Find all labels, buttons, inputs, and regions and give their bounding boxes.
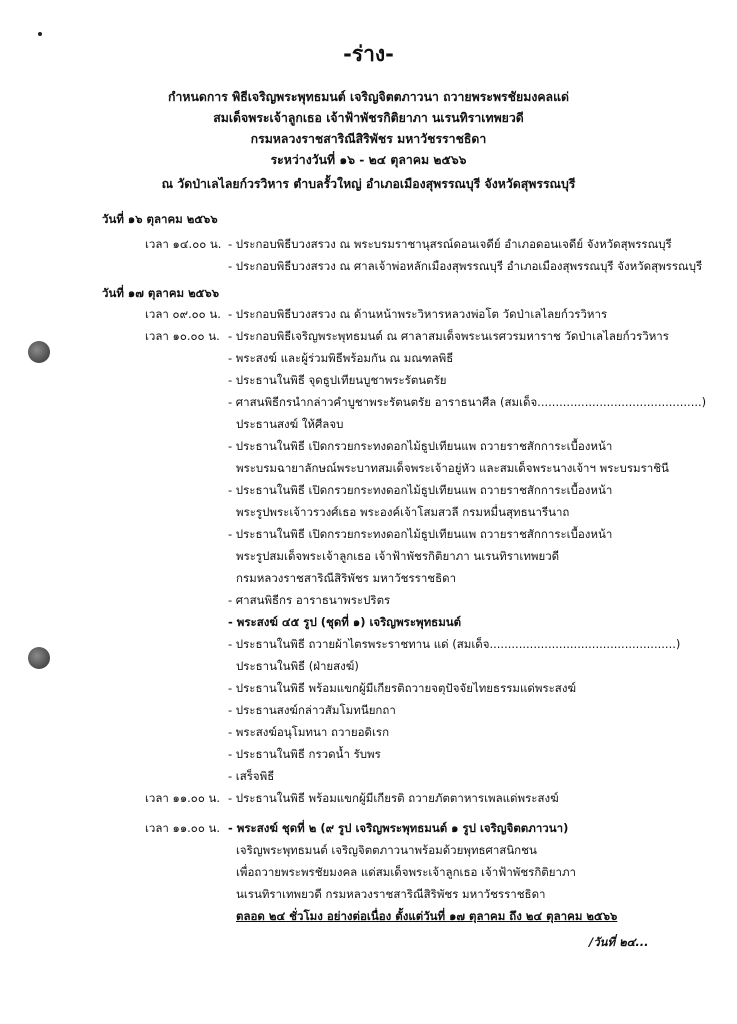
time-label: เวลา ๑๑.๐๐ น. — [145, 821, 221, 835]
schedule-item: - ประธานในพิธี พร้อมแขกผู้มีเกียรติถวายจตุปัจจัยไทยธรรมแด่พระสงฆ์ — [228, 681, 576, 695]
schedule-item: - ประกอบพิธีเจริญพระพุทธมนต์ ณ ศาลาสมเด็จพระนเรศวรมหาราช วัดป่าเลไลยก์วรวิหาร — [228, 329, 669, 343]
draft-label: -ร่าง- — [343, 42, 394, 66]
schedule-item: - พระสงฆ์อนุโมทนา ถวายอดิเรก — [228, 725, 390, 739]
schedule-item: - ประธานสงฆ์กล่าวสัมโมทนียกถา — [228, 703, 396, 717]
time-label: เวลา ๑๑.๐๐ น. — [145, 791, 221, 805]
schedule-item: - ประธานในพิธี เปิดกรวยกระทงดอกไม้ธูปเทียนแพ ถวายราชสักการะเบื้องหน้า — [228, 483, 613, 497]
schedule-item-continued: กรมหลวงราชสาริณีสิริพัชร มหาวัชรราชธิดา — [236, 571, 457, 585]
schedule-item: - ประธานในพิธี จุดธูปเทียนบูชาพระรัตนตรัย — [228, 373, 447, 387]
day-heading: วันที่ ๑๗ ตุลาคม ๒๕๖๖ — [102, 286, 219, 300]
time-label: เวลา ๑๐.๐๐ น. — [145, 329, 220, 343]
schedule-item: - ประธานในพิธี ถวายผ้าไตรพระราชทาน แด่ (สมเด็จ...................................................) — [228, 637, 681, 651]
time-label: เวลา ๐๙.๐๐ น. — [145, 307, 221, 321]
schedule-item-continued: เพื่อถวายพระพรชัยมงคล แด่สมเด็จพระเจ้าลูกเธอ เจ้าฟ้าพัชรกิติยาภา — [236, 865, 577, 879]
document-title — [0, 87, 737, 195]
schedule-item-continued: นเรนทิราเทพยวดี กรมหลวงราชสาริณีสิริพัชร มหาวัชรราชธิดา — [236, 887, 546, 901]
schedule-item-continued: พระบรมฉายาลักษณ์พระบาทสมเด็จพระเจ้าอยู่หัว และสมเด็จพระนางเจ้าฯ พระบรมราชินี — [236, 461, 669, 475]
schedule-item: - ประกอบพิธีบวงสรวง ณ ด้านหน้าพระวิหารหลวงพ่อโต วัดป่าเลไลยก์วรวิหาร — [228, 307, 608, 321]
scan-speck — [38, 32, 42, 36]
schedule-item: - ประธานในพิธี เปิดกรวยกระทงดอกไม้ธูปเทียนแพ ถวายราชสักการะเบื้องหน้า — [228, 439, 613, 453]
title-line: ระหว่างวันที่ ๑๖ - ๒๔ ตุลาคม ๒๕๖๖ — [270, 153, 467, 167]
title-line: ณ วัดป่าเลไลยก์วรวิหาร ตำบลรั้วใหญ่ อำเภอเมืองสุพรรณบุรี จังหวัดสุพรรณบุรี — [161, 177, 576, 191]
schedule-item-continued: ประธานในพิธี (ฝ่ายสงฆ์) — [236, 659, 359, 673]
schedule-item: - ศาสนพิธีกรนำกล่าวคำบูชาพระรัตนตรัย อาราธนาศีล (สมเด็จ.............................................) — [228, 395, 707, 409]
schedule-item-continued: ประธานสงฆ์ ให้ศีลจบ — [236, 417, 344, 431]
schedule-item: - ประกอบพิธีบวงสรวง ณ พระบรมราชานุสรณ์ดอนเจดีย์ อำเภอดอนเจดีย์ จังหวัดสุพรรณบุรี — [228, 237, 672, 251]
day-heading: วันที่ ๑๖ ตุลาคม ๒๕๖๖ — [102, 212, 218, 226]
schedule-item: - ประกอบพิธีบวงสรวง ณ ศาลเจ้าพ่อหลักเมืองสุพรรณบุรี อำเภอเมืองสุพรรณบุรี จังหวัดสุพรรณบุรี — [228, 259, 703, 273]
punch-hole — [28, 647, 50, 669]
schedule-item: - พระสงฆ์ ๔๕ รูป (ชุดที่ ๑) เจริญพระพุทธมนต์ — [228, 615, 462, 629]
title-line: สมเด็จพระเจ้าลูกเธอ เจ้าฟ้าพัชรกิติยาภา นเรนทิราเทพยวดี — [213, 111, 524, 125]
schedule-item: - พระสงฆ์ ชุดที่ ๒ (๙ รูป เจริญพระพุทธมนต์ ๑ รูป เจริญจิตตภาวนา) — [228, 821, 569, 835]
schedule-item: - ประธานในพิธี พร้อมแขกผู้มีเกียรติ ถวายภัตตาหารเพลแด่พระสงฆ์ — [228, 791, 559, 805]
time-label: เวลา ๑๔.๐๐ น. — [145, 237, 222, 251]
schedule-item-continued: พระรูปสมเด็จพระเจ้าลูกเธอ เจ้าฟ้าพัชรกิติยาภา นเรนทิราเทพยวดี — [236, 549, 560, 563]
title-line: กรมหลวงราชสาริณีสิริพัชร มหาวัชรราชธิดา — [250, 132, 487, 146]
schedule-item-continued: ตลอด ๒๔ ชั่วโมง อย่างต่อเนื่อง ตั้งแต่วันที่ ๑๗ ตุลาคม ถึง ๒๔ ตุลาคม ๒๕๖๖ — [236, 909, 618, 923]
page-continued-marker: /วันที่ ๒๔... — [589, 935, 649, 949]
title-line: กำหนดการ พิธีเจริญพระพุทธมนต์ เจริญจิตตภาวนา ถวายพระพรชัยมงคลแด่ — [168, 90, 569, 104]
schedule-item-continued: พระรูปพระเจ้าวรวงศ์เธอ พระองค์เจ้าโสมสวลี กรมหมื่นสุทธนารีนาถ — [236, 505, 570, 519]
schedule-item: - ประธานในพิธี กรวดน้ำ รับพร — [228, 747, 381, 761]
schedule-item: - ศาสนพิธีกร อาราธนาพระปริตร — [228, 593, 391, 607]
schedule-item: - พระสงฆ์ และผู้ร่วมพิธีพร้อมกัน ณ มณฑลพิธี — [228, 351, 454, 365]
schedule-item-continued: เจริญพระพุทธมนต์ เจริญจิตตภาวนาพร้อมด้วยพุทธศาสนิกชน — [236, 843, 537, 857]
schedule-item: - เสร็จพิธี — [228, 769, 275, 783]
punch-hole — [28, 341, 50, 363]
schedule-item: - ประธานในพิธี เปิดกรวยกระทงดอกไม้ธูปเทียนแพ ถวายราชสักการะเบื้องหน้า — [228, 527, 613, 541]
